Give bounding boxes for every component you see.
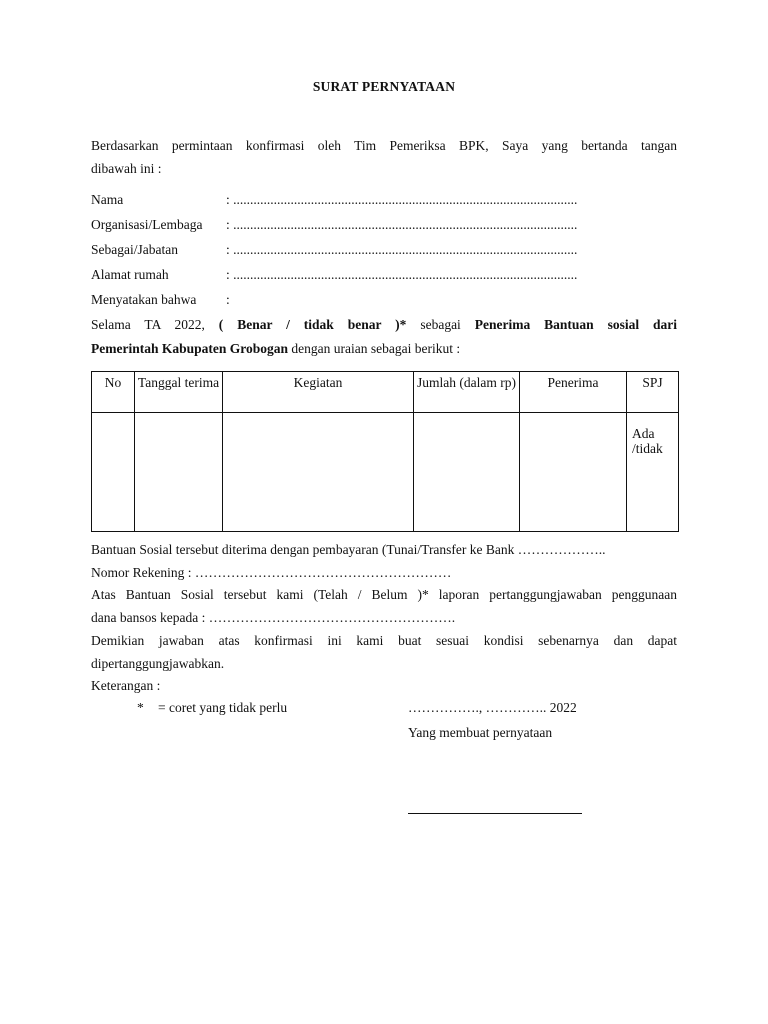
table-row [92, 413, 679, 532]
field-nama [91, 191, 677, 209]
field-label: Organisasi/Lembaga [91, 217, 203, 232]
field-label: Alamat rumah [91, 267, 169, 282]
cell-penerima [520, 413, 627, 532]
field-label: Nama [91, 192, 124, 207]
field-value: : ...................................................................................................... [226, 192, 578, 207]
header-no: No [92, 372, 135, 413]
header-spj: SPJ [627, 372, 679, 413]
spj-line-2: /tidak [632, 440, 663, 456]
header-penerima: Penerima [520, 372, 627, 413]
field-value: : ...................................................................................................... [226, 267, 578, 282]
statement-part-5: Pemerintah Kabupaten Grobogan [91, 341, 289, 356]
statement-part-6: dengan uraian sebagai berikut : [291, 341, 461, 356]
field-menyatakan [91, 291, 677, 309]
field-value: : ...................................................................................................... [226, 217, 578, 232]
table-header-row [92, 372, 679, 413]
report-line-1: Atas Bantuan Sosial tersebut kami (Telah / Belum )* laporan pertanggungjawaban penggunaan [91, 587, 677, 602]
statement-part-2: ( Benar / tidak benar )* [218, 317, 407, 332]
field-jabatan [91, 241, 677, 259]
header-jumlah: Jumlah (dalam rp) [414, 372, 520, 413]
spj-line-1: Ada [632, 426, 655, 441]
field-label: Sebagai/Jabatan [91, 242, 178, 257]
statement-part-4: Penerima Bantuan sosial dari [474, 317, 677, 332]
account-line: Nomor Rekening : ………………………………………………… [91, 565, 452, 580]
note-star: * [137, 700, 144, 715]
statement-part-3: sebagai [420, 317, 461, 332]
cell-tanggal [135, 413, 223, 532]
field-alamat [91, 266, 677, 284]
statement-line-2 [91, 340, 460, 358]
intro-line-1: Berdasarkan permintaan konfirmasi oleh Tim Pemeriksa BPK, Saya yang bertanda tangan [91, 138, 677, 153]
field-label: Menyatakan bahwa [91, 292, 197, 307]
cell-kegiatan [223, 413, 414, 532]
note-text: = coret yang tidak perlu [158, 700, 288, 715]
statement-part-1: Selama TA 2022, [91, 317, 205, 332]
closing-line-2: dipertanggungjawabkan. [91, 656, 225, 671]
field-value: : [226, 292, 230, 307]
field-organisasi [91, 216, 677, 234]
document-title: SURAT PERNYATAAN [312, 79, 456, 94]
cell-no [92, 413, 135, 532]
report-line-2: dana bansos kepada : ………………………………………………. [91, 610, 456, 625]
statement-line-1 [91, 316, 677, 334]
note-label: Keterangan : [91, 678, 161, 693]
field-value: : ...................................................................................................... [226, 242, 578, 257]
recipient-table [91, 371, 679, 532]
cell-spj [627, 413, 679, 532]
cell-jumlah [414, 413, 520, 532]
payment-line: Bantuan Sosial tersebut diterima dengan pembayaran (Tunai/Transfer ke Bank ……………….. [91, 542, 606, 557]
signer-label: Yang membuat pernyataan [408, 725, 553, 740]
header-tanggal: Tanggal terima [135, 372, 223, 413]
closing-line-1: Demikian jawaban atas konfirmasi ini kami buat sesuai kondisi sebenarnya dan dapat [91, 633, 677, 648]
header-kegiatan: Kegiatan [223, 372, 414, 413]
signature-line [408, 813, 582, 814]
intro-line-2: dibawah ini : [91, 161, 162, 176]
date-line: ……………., ………….. 2022 [408, 700, 577, 715]
